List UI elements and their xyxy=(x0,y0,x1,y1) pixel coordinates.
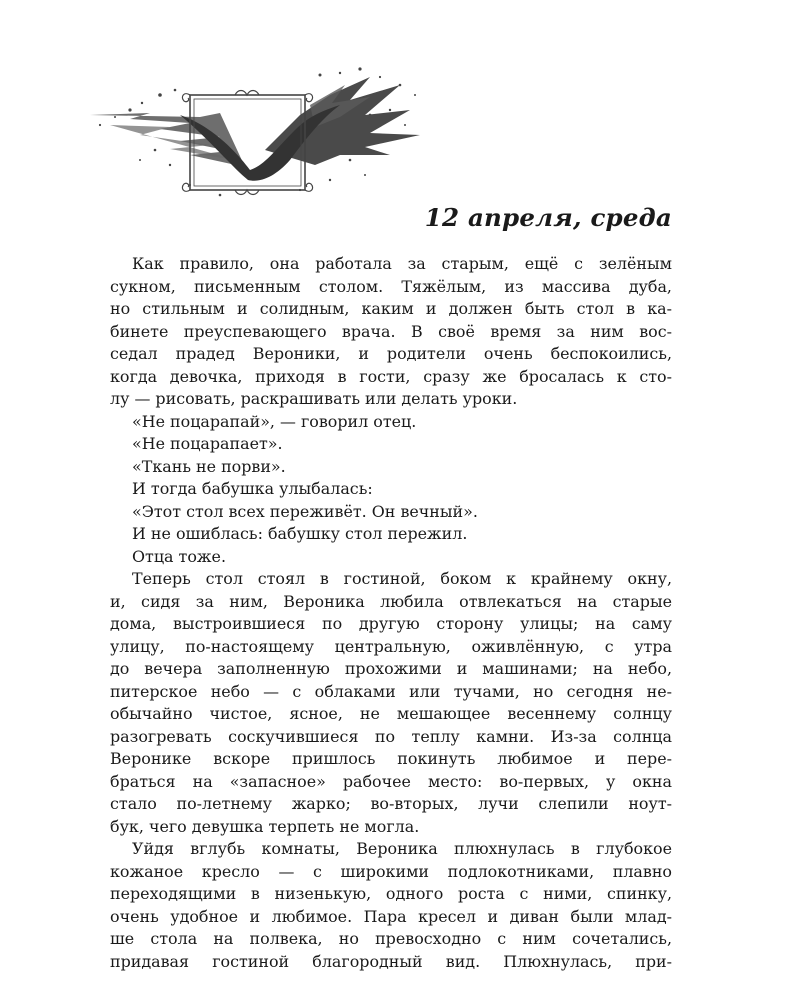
text-line: лу — рисовать, раскрашивать или делать уроки. xyxy=(110,389,518,408)
text-line: обычайно чистое, ясное, не мешающее весеннему солнцу xyxy=(110,704,672,723)
text-line: Как правило, она работала за старым, ещё с зелёным xyxy=(132,254,672,273)
text-line: браться на «запасное» рабочее место: во-первых, у окна xyxy=(110,771,672,791)
ink-splash-frame-ornament xyxy=(70,55,430,215)
text-line: Отца тоже. xyxy=(132,546,226,566)
text-line: бинете преуспевающего врача. В своё время за ним вос- xyxy=(110,321,672,341)
text-line: кожаное кресло — с широкими подлокотниками, плавно xyxy=(110,861,672,881)
text-line: бук, чего девушка терпеть не могла. xyxy=(110,816,420,836)
text-line: но стильным и солидным, каким и должен быть стол в ка- xyxy=(110,299,672,318)
text-line: И не ошиблась: бабушку стол пережил. xyxy=(132,524,468,543)
text-line: улицу, по-настоящему центральную, оживлённую, с утра xyxy=(110,636,672,656)
text-line: ше стола на полвека, но превосходно с ним сочетались, xyxy=(110,929,672,948)
text-line: сукном, письменным столом. Тяжёлым, из массива дуба, xyxy=(110,276,672,296)
text-line: придавая гостиной благородный вид. Плюхнулась, при- xyxy=(110,951,672,971)
chapter-title: 12 апреля, среда xyxy=(424,203,672,232)
text-line: до вечера заполненную прохожими и машинами; на небо, xyxy=(110,659,672,678)
text-line: Теперь стол стоял в гостиной, боком к крайнему окну, xyxy=(132,569,672,588)
text-line: разогревать соскучившиеся по теплу камни. Из-за солнца xyxy=(110,726,672,746)
text-line: Веронике вскоре пришлось покинуть любимое и пере- xyxy=(110,749,672,768)
text-line: дома, выстроившиеся по другую сторону улицы; на саму xyxy=(110,614,672,633)
text-line: И тогда бабушка улыбалась: xyxy=(132,479,373,498)
text-line: и, сидя за ним, Вероника любила отвлекаться на старые xyxy=(110,591,672,611)
text-line: питерское небо — с облаками или тучами, но сегодня не- xyxy=(110,681,672,701)
text-line: «Ткань не порви». xyxy=(132,456,286,476)
body-text xyxy=(110,253,672,973)
text-line: «Не поцарапай», — говорил отец. xyxy=(132,411,417,431)
text-line: когда девочка, приходя в гости, сразу же бросалась к сто- xyxy=(110,366,672,386)
text-line: стало по-летнему жарко; во-вторых, лучи слепили ноут- xyxy=(110,794,672,813)
text-line: «Не поцарапает». xyxy=(132,434,283,453)
text-line: «Этот стол всех переживёт. Он вечный». xyxy=(132,501,478,521)
text-line: переходящими в низенькую, одного роста с ними, спинку, xyxy=(110,884,672,903)
text-line: очень удобное и любимое. Пара кресел и диван были млад- xyxy=(110,906,672,926)
text-line: Уйдя вглубь комнаты, Вероника плюхнулась в глубокое xyxy=(132,839,672,858)
text-line: седал прадед Вероники, и родители очень беспокоились, xyxy=(110,344,672,363)
